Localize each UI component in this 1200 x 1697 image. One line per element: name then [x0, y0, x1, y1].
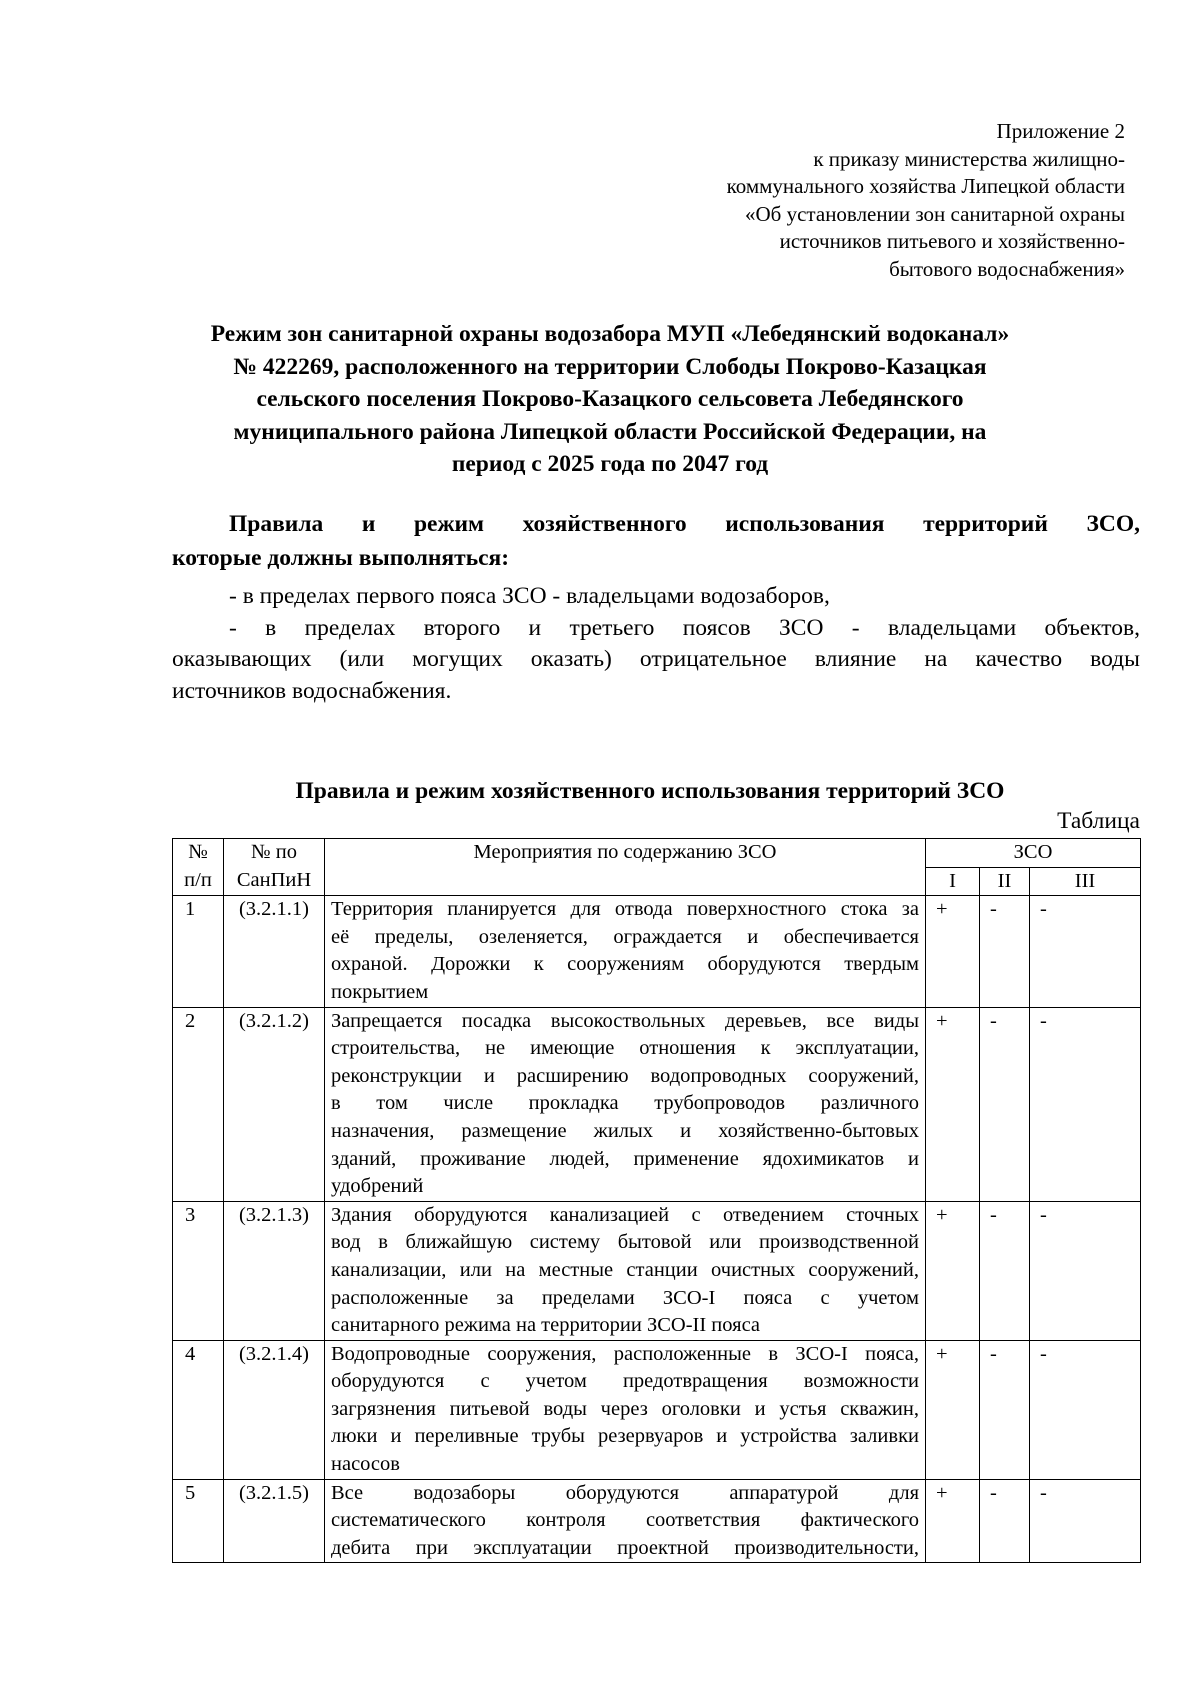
title-line: муниципального района Липецкой области Российской Федерации, на — [233, 418, 987, 445]
annex-line: источников питьевого и хозяйственно- — [779, 229, 1125, 254]
table-row — [173, 896, 1141, 1007]
row-sanpin-code: (3.2.1.4) — [224, 1340, 325, 1479]
row-number: 2 — [173, 1007, 224, 1201]
measure-line: строительства, не имеющие отношения к эксплуатации, — [331, 1037, 919, 1060]
measure-line: Все водозаборы оборудуются аппаратурой для — [331, 1481, 919, 1504]
row-number: 5 — [173, 1479, 224, 1563]
word: оказывающих — [172, 646, 312, 672]
row-zso-1: + — [926, 1340, 980, 1479]
word: ЗСО, — [1086, 511, 1140, 537]
word: и — [528, 614, 542, 641]
measure-line: удобрений — [331, 1175, 424, 1198]
word: хозяйственного — [522, 511, 687, 537]
table-caption: Таблица — [1057, 808, 1140, 834]
measure-line: её пределы, озеленяется, ограждается и обеспечивается — [331, 925, 919, 948]
measure-line: Здания оборудуются канализацией с отведением сточных — [331, 1203, 919, 1226]
rules-heading-line-2: которые должны выполняться: — [172, 545, 510, 571]
row-sanpin-code: (3.2.1.1) — [224, 896, 325, 1007]
header-zso: ЗСО — [926, 839, 1141, 868]
row-zso-1: + — [926, 1007, 980, 1201]
word: третьего — [569, 614, 655, 641]
measure-line: вод в ближайшую систему бытовой или производственной — [331, 1231, 919, 1254]
row-zso-3: - — [1030, 1201, 1141, 1340]
word: и — [361, 511, 376, 537]
row-measure — [325, 896, 926, 1007]
row-measure — [325, 1340, 926, 1479]
header-num — [173, 839, 224, 896]
row-measure — [325, 1479, 926, 1563]
row-zso-2: - — [980, 1340, 1030, 1479]
table-header-row — [173, 839, 1141, 868]
row-sanpin-code: (3.2.1.3) — [224, 1201, 325, 1340]
measure-line: канализации, или на местные станции очистных сооружений, — [331, 1258, 919, 1281]
row-number: 3 — [173, 1201, 224, 1340]
measure-line: Водопроводные сооружения, расположенные в ЗСО-I пояса, — [331, 1342, 919, 1365]
measure-line: загрязнения питьевой воды через оголовки и устья скважин, — [331, 1397, 919, 1420]
word: воды — [1090, 646, 1140, 672]
measure-line: охраной. Дорожки к сооружениям оборудуются твердым — [331, 953, 919, 976]
header-zso-3: III — [1030, 867, 1141, 896]
document-title — [160, 318, 1060, 481]
header-zso-1: I — [926, 867, 980, 896]
measure-line: дебита при эксплуатации проектной производительности, — [331, 1536, 919, 1559]
row-number: 1 — [173, 896, 224, 1007]
row-zso-3: - — [1030, 896, 1141, 1007]
measure-line: зданий, проживание людей, применение ядохимикатов и — [331, 1147, 919, 1170]
word: второго — [423, 614, 501, 641]
row-zso-1: + — [926, 1479, 980, 1563]
rules-list — [172, 581, 1140, 707]
header-code — [224, 839, 325, 896]
measure-line: Территория планируется для отвода поверхностного стока за — [331, 898, 919, 921]
row-zso-3: - — [1030, 1479, 1141, 1563]
header-num-line-2: п/п — [184, 868, 212, 891]
word: - — [229, 614, 237, 641]
word: пределах — [304, 614, 396, 641]
row-zso-2: - — [980, 1479, 1030, 1563]
row-number: 4 — [173, 1340, 224, 1479]
word: объектов, — [1044, 614, 1140, 641]
row-zso-3: - — [1030, 1340, 1141, 1479]
word: территорий — [923, 511, 1048, 537]
measure-line: Запрещается посадка высокоствольных деревьев, все виды — [331, 1009, 919, 1032]
measure-line: люки и переливные трубы резервуаров и устройства заливки — [331, 1425, 919, 1448]
annex-line: бытового водоснабжения» — [889, 256, 1125, 281]
rules-item-2-line-1 — [172, 613, 1140, 645]
row-measure — [325, 1201, 926, 1340]
table-row — [173, 1007, 1141, 1201]
row-zso-2: - — [980, 1007, 1030, 1201]
measure-line: назначения, размещение жилых и хозяйственно-бытовых — [331, 1119, 919, 1142]
row-measure — [325, 1007, 926, 1201]
word: режим — [413, 511, 485, 537]
rules-heading-line-1 — [172, 507, 1140, 541]
word: влияние — [814, 646, 897, 672]
annex-line: к приказу министерства жилищно- — [813, 146, 1125, 171]
annex-line: Приложение 2 — [996, 119, 1125, 143]
header-zso-2: II — [980, 867, 1030, 896]
word: (или — [339, 646, 385, 672]
row-zso-3: - — [1030, 1007, 1141, 1201]
measure-line: в том числе прокладка трубопроводов различного — [331, 1092, 919, 1115]
table-row — [173, 1201, 1141, 1340]
row-zso-1: + — [926, 896, 980, 1007]
word: ЗСО — [779, 614, 824, 641]
annex-line: «Об установлении зон санитарной охраны — [745, 201, 1125, 226]
measure-line: насосов — [331, 1453, 400, 1476]
row-sanpin-code: (3.2.1.2) — [224, 1007, 325, 1201]
word: Правила — [229, 511, 324, 537]
rules-item-1: - в пределах первого пояса ЗСО - владельцами водозаборов, — [229, 583, 830, 609]
measure-line: реконструкции и расширению водопроводных сооружений, — [331, 1064, 919, 1087]
row-zso-1: + — [926, 1201, 980, 1340]
measure-line: расположенные за пределами ЗСО-I пояса с учетом — [331, 1286, 919, 1309]
annex-line: коммунального хозяйства Липецкой области — [726, 174, 1125, 199]
word: могущих — [412, 646, 503, 672]
measure-line: оборудуются с учетом предотвращения возможности — [331, 1370, 919, 1393]
header-code-line-2: СанПиН — [236, 868, 312, 891]
table-row — [173, 1340, 1141, 1479]
measure-line: систематического контроля соответствия фактического — [331, 1509, 919, 1532]
title-line: период с 2025 года по 2047 год — [451, 451, 769, 477]
word: на — [924, 646, 948, 672]
header-code-line-1: № по — [251, 841, 297, 863]
row-zso-2: - — [980, 896, 1030, 1007]
annex-block — [565, 118, 1125, 284]
word: оказать) — [530, 646, 612, 672]
word: в — [265, 614, 277, 641]
title-line: Режим зон санитарной охраны водозабора МУП «Лебедянский водоканал» — [210, 321, 1010, 347]
title-line: сельского поселения Покрово-Казацкого сельсовета Лебедянского — [256, 386, 964, 412]
word: владельцами — [887, 614, 1017, 641]
header-num-line-1: № — [188, 841, 208, 863]
word: поясов — [682, 614, 751, 641]
word: отрицательное — [639, 646, 787, 672]
word: качество — [975, 646, 1063, 672]
rules-item-2-line-2 — [172, 644, 1140, 676]
zso-table — [172, 838, 1141, 1563]
row-sanpin-code: (3.2.1.5) — [224, 1479, 325, 1563]
rules-item-2-line-3: источников водоснабжения. — [172, 677, 452, 704]
rules-heading — [172, 507, 1140, 575]
table-row — [173, 1479, 1141, 1563]
measure-line: санитарного режима на территории ЗСО-II пояса — [331, 1314, 761, 1337]
header-measures: Мероприятия по содержанию ЗСО — [325, 839, 926, 896]
word: использования — [725, 511, 885, 537]
row-zso-2: - — [980, 1201, 1030, 1340]
title-line: № 422269, расположенного на территории Слободы Покрово-Казацкая — [233, 353, 987, 380]
measure-line: покрытием — [331, 980, 429, 1003]
table-body — [173, 896, 1141, 1563]
word: - — [851, 614, 860, 641]
table-heading: Правила и режим хозяйственного использования территорий ЗСО — [295, 778, 1005, 804]
